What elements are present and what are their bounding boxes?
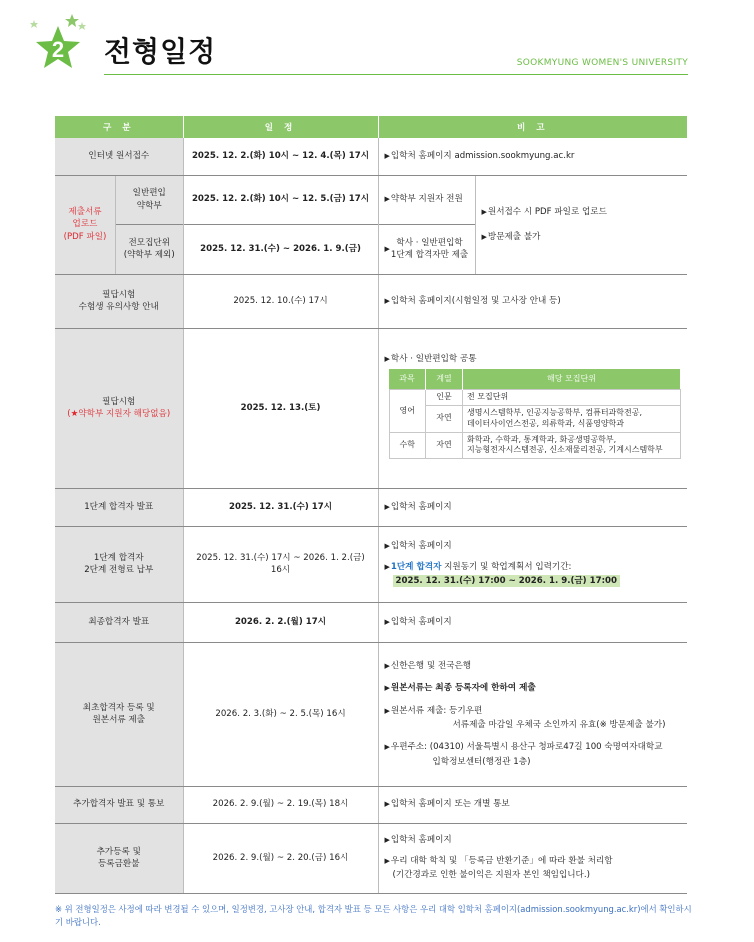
category-cell-upload	[55, 175, 183, 274]
date-cell: 2026. 2. 2.(월) 17시	[183, 602, 378, 642]
date-pharmacy: 2025. 12. 2.(화) 10시 ~ 12. 5.(금) 17시	[184, 176, 378, 225]
col-header-category: 구 분	[55, 116, 183, 138]
category-cell: 필답시험 수험생 유의사항 안내	[55, 274, 183, 328]
note-text: 우편주소: (04310) 서울특별시 용산구 청파로47길 100 숙명여자대학교	[390, 742, 663, 753]
date-cell: 2025. 12. 2.(화) 10시 ~ 12. 4.(목) 17시	[183, 138, 378, 175]
note-cell	[378, 786, 687, 823]
track-cell: 인문	[426, 390, 463, 406]
inner-header: 과목	[389, 369, 426, 390]
date-cell: 2025. 12. 31.(수) 17시	[183, 488, 378, 526]
section-star-badge	[28, 12, 84, 80]
table-row	[55, 328, 687, 488]
note-text: 입학정보센터(행정관 1층)	[432, 756, 531, 767]
university-name: SOOKMYUNG WOMEN'S UNIVERSITY	[516, 58, 688, 68]
category-text: 필답시험	[102, 396, 136, 407]
inner-header: 해당 모집단위	[463, 369, 681, 390]
category-cell: 1단계 합격자 2단계 전형료 납부	[55, 526, 183, 602]
note-text: 우리 대학 학칙 및 「등록금 반환기준」에 따라 환불 처리함	[390, 855, 613, 866]
note-upload-common	[475, 176, 688, 274]
note-text: 약학부 지원자 전원	[390, 194, 463, 205]
category-cell: 추가합격자 발표 및 통보	[55, 786, 183, 823]
note-cell	[378, 138, 687, 175]
note-cell-upload	[378, 175, 687, 274]
exam-subject-table	[389, 369, 681, 459]
upload-label	[55, 176, 115, 274]
col-header-note: 비 고	[378, 116, 687, 138]
category-cell: 인터넷 원서접수	[55, 138, 183, 175]
date-all-units: 2025. 12. 31.(수) ~ 2026. 1. 9.(금)	[200, 243, 361, 254]
track-cell: 자연	[426, 406, 463, 433]
note-highlight-label: 1단계 합격자	[390, 561, 442, 572]
note-text: 입학처 홈페이지	[390, 501, 452, 512]
inner-header: 계열	[426, 369, 463, 390]
table-header-row	[55, 116, 687, 138]
upload-label-line: (PDF 파일)	[63, 231, 107, 242]
note-text: 지원동기 및 학업계획서 입력기간:	[441, 561, 572, 572]
track-cell: 자연	[426, 432, 463, 459]
note-cell	[378, 642, 687, 786]
note-all-units	[379, 225, 475, 274]
page-title: 전형일정	[104, 35, 217, 68]
note-text: 방문제출 불가	[487, 231, 541, 242]
table-row	[55, 786, 687, 823]
footnote: ※ 위 전형일정은 사정에 따라 변경될 수 있으며, 일정변경, 고사장 안내, 합격자 발표 등 모든 사항은 우리 대학 입학처 홈페이지(admission.sookmyung.ac.kr)에서 확인하시기 바랍니다.	[55, 904, 692, 927]
date-cell: 2026. 2. 3.(화) ~ 2. 5.(목) 16시	[183, 642, 378, 786]
note-text: 입학처 홈페이지	[390, 616, 452, 627]
page-header	[0, 0, 754, 105]
subject-cell: 수학	[389, 432, 426, 459]
note-text: 학사 · 일반편입학 공통	[390, 353, 477, 364]
date-cell: 2025. 12. 31.(수) 17시 ~ 2026. 1. 2.(금) 16시	[183, 526, 378, 602]
date-cell: 2026. 2. 9.(월) ~ 2. 19.(목) 18시	[183, 786, 378, 823]
note-text: 입학처 홈페이지(시험일정 및 고사장 안내 등)	[390, 295, 561, 306]
table-row	[55, 138, 687, 175]
date-cell: 2025. 12. 10.(수) 17시	[183, 274, 378, 328]
date-cell-upload	[183, 175, 378, 274]
table-row	[55, 602, 687, 642]
note-cell	[378, 526, 687, 602]
category-cell: 1단계 합격자 발표	[55, 488, 183, 526]
note-text: 원본서류 제출: 등기우편	[390, 705, 483, 716]
category-cell-exam	[55, 328, 183, 488]
schedule-table	[55, 116, 687, 894]
table-row	[55, 642, 687, 786]
table-row	[55, 175, 687, 274]
date-cell: 2025. 12. 13.(토)	[183, 328, 378, 488]
col-header-date: 일 정	[183, 116, 378, 138]
subgroup-all-units: 전모집단위 (약학부 제외)	[123, 237, 175, 260]
note-cell	[378, 602, 687, 642]
units-cell: 전 모집단위	[463, 390, 681, 406]
note-text: 입학처 홈페이지 admission.sookmyung.ac.kr	[390, 151, 575, 162]
header-rule	[104, 74, 688, 75]
subgroup-pharmacy: 일반편입 약학부	[116, 176, 183, 225]
category-note: (★약학부 지원자 해당없음)	[67, 409, 171, 419]
upload-label-line: 제출서류	[68, 206, 102, 217]
units-cell: 화학과, 수학과, 통계학과, 화공생명공학부, 지능형전자시스템전공, 신소재물리전공, 기계시스템학부	[463, 432, 681, 459]
note-text: (기간경과로 인한 불이익은 지원자 본인 책임입니다.)	[392, 870, 590, 881]
highlighted-period: 2025. 12. 31.(수) 17:00 ~ 2026. 1. 9.(금) 17:00	[393, 575, 620, 587]
table-row	[55, 488, 687, 526]
note-text: 서류제출 마감일 우체국 소인까지 유효(※ 방문제출 불가)	[452, 720, 666, 730]
note-cell	[378, 823, 687, 893]
note-cell	[378, 488, 687, 526]
category-cell: 최초합격자 등록 및 원본서류 제출	[55, 642, 183, 786]
table-row	[55, 274, 687, 328]
note-text: 원본서류는 최종 등록자에 한하여 제출	[390, 683, 536, 694]
table-row	[55, 526, 687, 602]
note-text: 입학처 홈페이지	[390, 835, 452, 846]
table-row	[55, 823, 687, 893]
subject-cell: 영어	[389, 390, 426, 432]
category-cell: 최종합격자 발표	[55, 602, 183, 642]
category-cell: 추가등록 및 등록금환불	[55, 823, 183, 893]
note-text: 입학처 홈페이지 또는 개별 통보	[390, 799, 510, 810]
note-text: 입학처 홈페이지	[390, 541, 452, 552]
date-cell: 2026. 2. 9.(월) ~ 2. 20.(금) 16시	[183, 823, 378, 893]
note-text: 원서접수 시 PDF 파일로 업로드	[487, 207, 607, 218]
note-pharmacy	[379, 176, 475, 225]
note-cell-exam	[378, 328, 687, 488]
note-cell	[378, 274, 687, 328]
note-text: 학사 · 일반편입학 1단계 합격자만 제출	[390, 237, 469, 260]
note-text: 신한은행 및 전국은행	[390, 660, 472, 671]
units-cell: 생명시스템학부, 인공지능공학부, 컴퓨터과학전공, 데이터사이언스전공, 의류학과, 식품영양학과	[463, 406, 681, 433]
upload-label-line: 업로드	[72, 219, 98, 230]
section-number: 2	[51, 37, 65, 62]
